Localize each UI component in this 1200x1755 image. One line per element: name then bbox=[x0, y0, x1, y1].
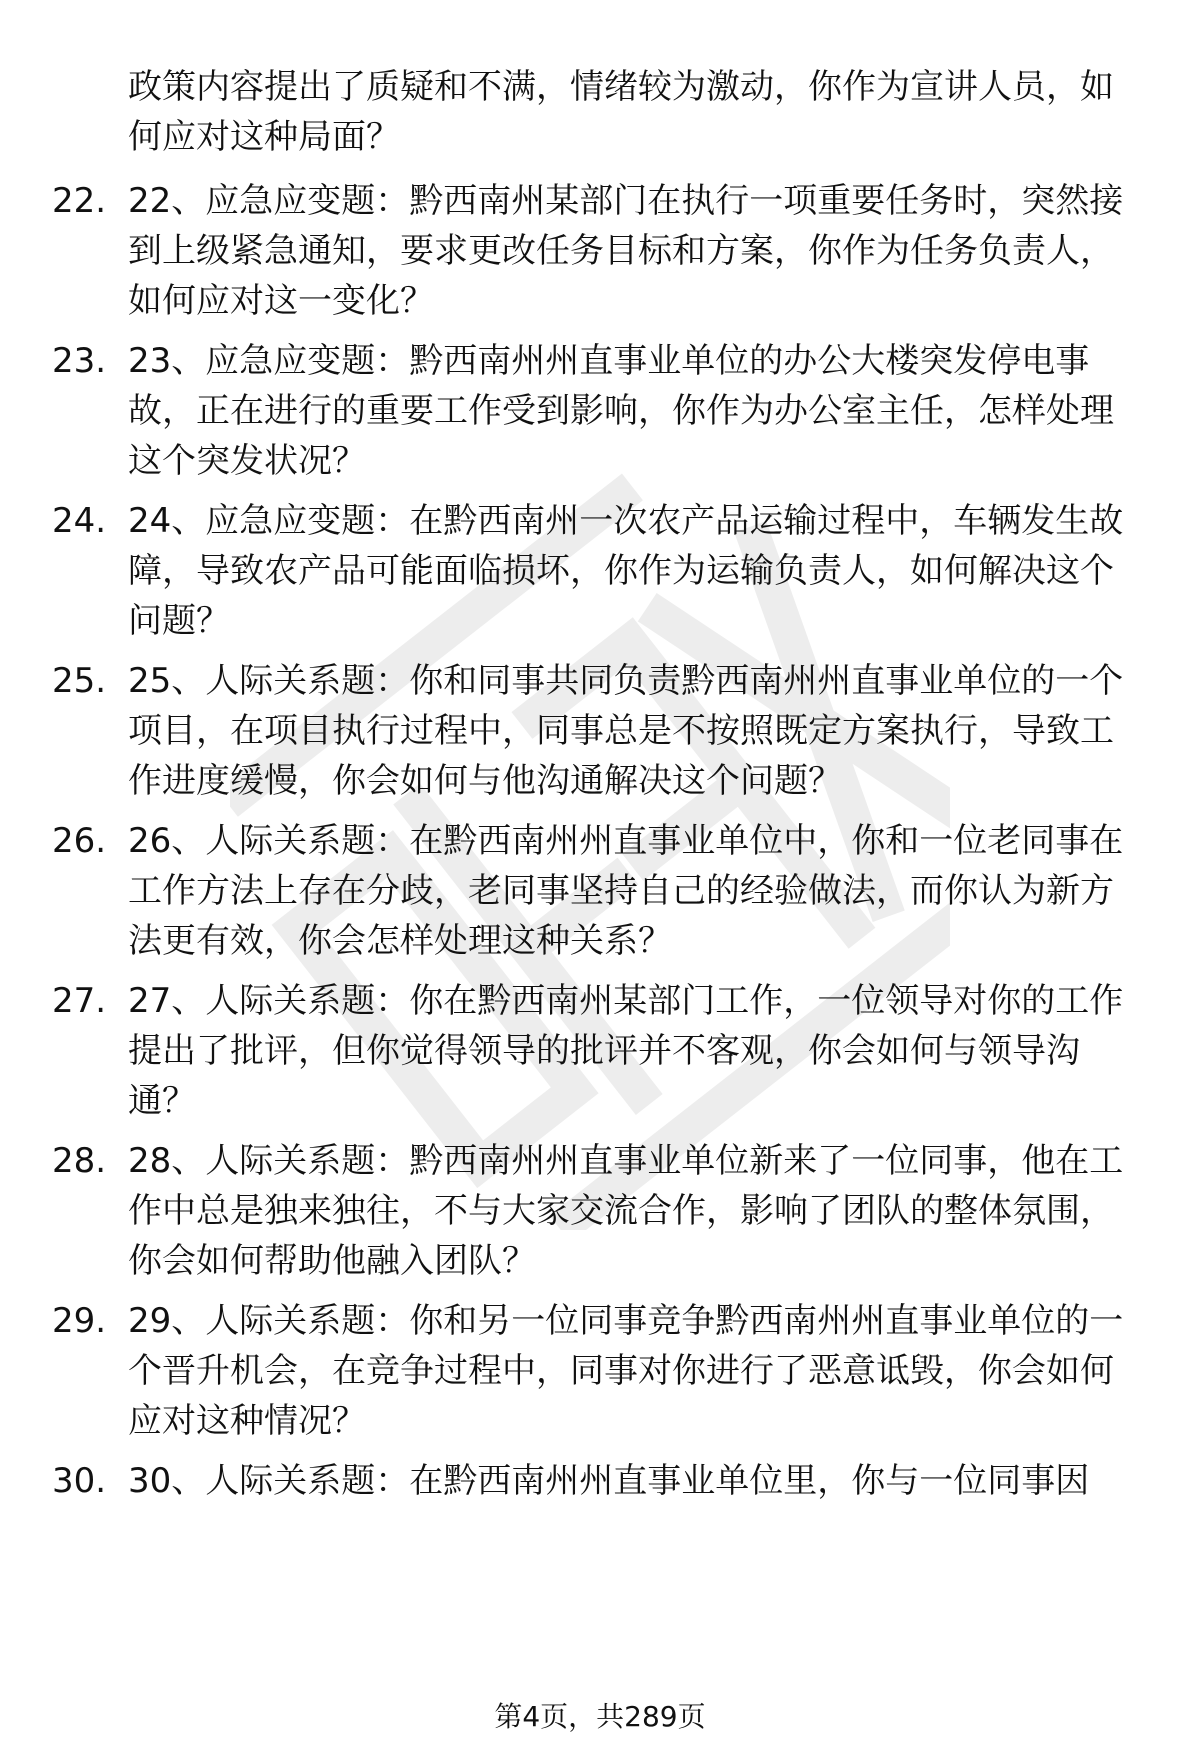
question-text: 29、人际关系题：你和另一位同事竞争黔西南州州直事业单位的一个晋升机会，在竞争过程中，同事对你进行了恶意诋毁，你会如何应对这种情况？ bbox=[128, 1301, 1124, 1441]
list-item-30 bbox=[0, 1456, 1200, 1516]
list-number: 22. bbox=[52, 181, 107, 221]
continued-question-text: 政策内容提出了质疑和不满，情绪较为激动，你作为宣讲人员，如何应对这种局面？ bbox=[128, 67, 1114, 157]
list-number: 25. bbox=[52, 661, 107, 701]
list-item-23 bbox=[0, 336, 1200, 496]
list-number: 26. bbox=[52, 821, 107, 861]
list-item-27 bbox=[0, 976, 1200, 1136]
question-text: 28、人际关系题：黔西南州州直事业单位新来了一位同事，他在工作中总是独来独往，不与大家交流合作，影响了团队的整体氛围，你会如何帮助他融入团队？ bbox=[128, 1141, 1124, 1281]
list-item-26 bbox=[0, 816, 1200, 976]
question-text: 24、应急应变题：在黔西南州一次农产品运输过程中，车辆发生故障，导致农产品可能面临损坏，你作为运输负责人，如何解决这个问题？ bbox=[128, 501, 1124, 641]
question-text: 30、人际关系题：在黔西南州州直事业单位里，你与一位同事因 bbox=[128, 1461, 1090, 1501]
question-text: 23、应急应变题：黔西南州州直事业单位的办公大楼突发停电事故，正在进行的重要工作受到影响，你作为办公室主任，怎样处理这个突发状况？ bbox=[128, 341, 1114, 481]
list-number: 27. bbox=[52, 981, 107, 1021]
list-item-29 bbox=[0, 1296, 1200, 1456]
list-item-28 bbox=[0, 1136, 1200, 1296]
list-number: 24. bbox=[52, 501, 107, 541]
list-number: 28. bbox=[52, 1141, 107, 1181]
list-number: 23. bbox=[52, 341, 107, 381]
list-item-22 bbox=[0, 176, 1200, 336]
page-footer: 第4页，共289页 bbox=[494, 1700, 706, 1733]
question-text: 27、人际关系题：你在黔西南州某部门工作，一位领导对你的工作提出了批评，但你觉得领导的批评并不客观，你会如何与领导沟通？ bbox=[128, 981, 1124, 1121]
list-item-24 bbox=[0, 496, 1200, 656]
list-item-25 bbox=[0, 656, 1200, 816]
question-text: 22、应急应变题：黔西南州某部门在执行一项重要任务时，突然接到上级紧急通知，要求更改任务目标和方案，你作为任务负责人，如何应对这一变化？ bbox=[128, 181, 1124, 321]
question-text: 26、人际关系题：在黔西南州州直事业单位中，你和一位老同事在工作方法上存在分歧，老同事坚持自己的经验做法，而你认为新方法更有效，你会怎样处理这种关系？ bbox=[128, 821, 1124, 961]
question-text: 25、人际关系题：你和同事共同负责黔西南州州直事业单位的一个项目，在项目执行过程中，同事总是不按照既定方案执行，导致工作进度缓慢，你会如何与他沟通解决这个问题？ bbox=[128, 661, 1124, 801]
list-number: 29. bbox=[52, 1301, 107, 1341]
list-number: 30. bbox=[52, 1461, 107, 1501]
